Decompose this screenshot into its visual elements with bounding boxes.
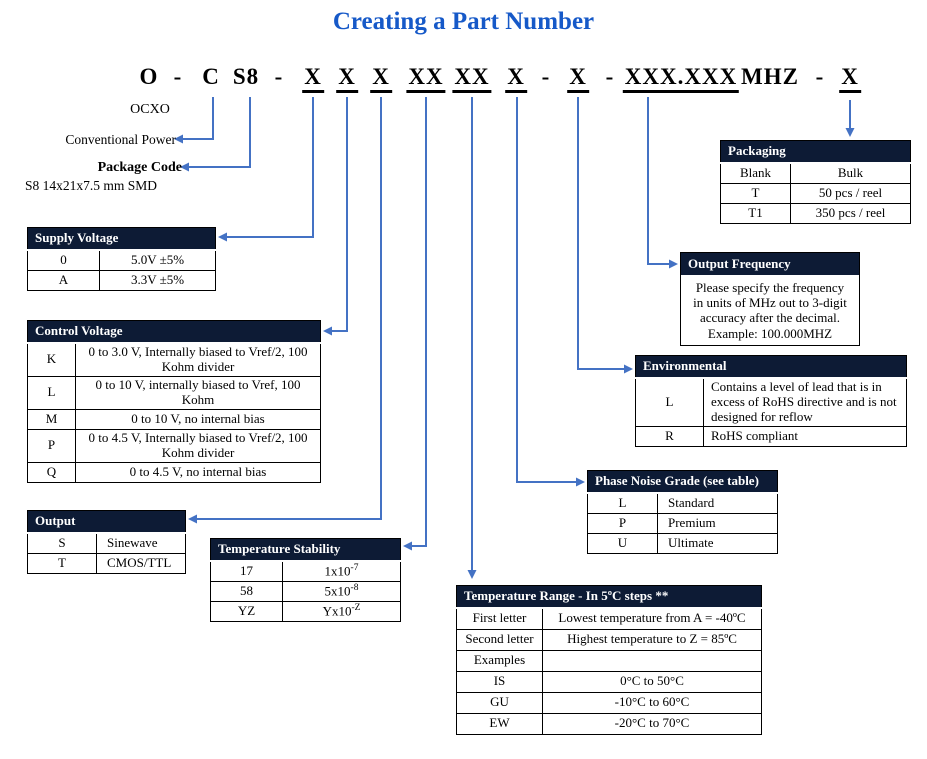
stability-code-1: 58: [211, 581, 283, 601]
table-row: [28, 270, 216, 290]
table-row: [457, 608, 762, 630]
packaging-table: [720, 140, 911, 224]
package-desc-label: S8 14x21x7.5 mm SMD: [25, 178, 158, 193]
packaging-value-2: 350 pcs / reel: [791, 203, 911, 223]
arrow-conventional-power: [182, 97, 213, 139]
control-value-2: 0 to 10 V, no internal bias: [76, 409, 321, 429]
phase-code-1: P: [588, 513, 658, 533]
table-row: [588, 513, 778, 533]
pn-seg-power: C: [202, 64, 220, 89]
packaging-header: Packaging: [721, 141, 911, 163]
environmental-value-1: RoHS compliant: [704, 426, 907, 446]
page-title: Creating a Part Number: [332, 8, 595, 35]
table-row: [28, 376, 321, 409]
pn-seg-dash5: -: [815, 64, 825, 89]
conventional-power-label: Conventional Power: [65, 132, 176, 147]
table-row: [721, 183, 911, 203]
range-code-0: First letter: [457, 608, 543, 630]
control-value-3: 0 to 4.5 V, Internally biased to Vref/2, 100 Kohm divider: [76, 429, 321, 462]
output-frequency-line-3: Example: 100.000MHZ: [707, 325, 833, 341]
pn-seg-frequency: XXX.XXX: [623, 64, 739, 93]
stability-value-1: [283, 581, 401, 601]
pn-seg-packaging: X: [839, 64, 861, 93]
environmental-header: Environmental: [636, 356, 907, 378]
range-code-5: EW: [457, 713, 543, 734]
stability-exp-2: -Z: [351, 603, 361, 614]
package-code-label: Package Code: [97, 160, 182, 175]
output-frequency-header: Output Frequency: [681, 253, 859, 277]
stability-base-1: 5x10: [324, 583, 351, 599]
output-header: Output: [28, 511, 186, 533]
output-code-1: T: [28, 553, 97, 573]
pn-seg-control: X: [336, 64, 358, 93]
table-row: [28, 409, 321, 429]
table-row: [457, 713, 762, 734]
pn-seg-temp-range: XX: [452, 64, 491, 93]
phase-code-2: U: [588, 533, 658, 553]
arrow-supply-voltage: [226, 97, 313, 237]
control-code-4: Q: [28, 462, 76, 482]
table-row: [28, 553, 186, 573]
phase-code-0: L: [588, 493, 658, 514]
temperature-range-table: [456, 585, 762, 735]
output-frequency-body: [681, 277, 859, 345]
output-code-0: S: [28, 533, 97, 554]
pn-seg-mhz: MHZ: [741, 64, 799, 89]
range-value-2: [543, 650, 762, 671]
supply-voltage-table: [27, 227, 216, 291]
phase-noise-table: [587, 470, 778, 554]
stability-base-2: Yx10: [322, 603, 352, 619]
table-row: [211, 601, 401, 621]
stability-value-0: [283, 561, 401, 582]
table-row: [588, 493, 778, 514]
arrow-environmental: [578, 97, 625, 369]
table-row: [457, 692, 762, 713]
range-value-0: Lowest temperature from A = -40ºC: [543, 608, 762, 630]
control-code-2: M: [28, 409, 76, 429]
environmental-value-0: Contains a level of lead that is in excess of RoHS directive and is not designed for reflow: [704, 378, 907, 426]
table-row: [457, 671, 762, 692]
supply-value-0: 5.0V ±5%: [100, 250, 216, 271]
supply-code-0: 0: [28, 250, 100, 271]
range-code-2: Examples: [457, 650, 543, 671]
output-value-0: Sinewave: [97, 533, 186, 554]
table-row: [28, 462, 321, 482]
supply-code-1: A: [28, 270, 100, 290]
control-voltage-table: [27, 320, 321, 483]
output-value-1: CMOS/TTL: [97, 553, 186, 573]
table-row: [636, 378, 907, 426]
packaging-value-1: 50 pcs / reel: [791, 183, 911, 203]
control-code-3: P: [28, 429, 76, 462]
range-value-4: -10°C to 60°C: [543, 692, 762, 713]
environmental-table: [635, 355, 907, 447]
environmental-code-1: R: [636, 426, 704, 446]
range-value-1: Highest temperature to Z = 85ºC: [543, 629, 762, 650]
table-row: [28, 533, 186, 554]
packaging-code-1: T: [721, 183, 791, 203]
control-voltage-header: Control Voltage: [28, 321, 321, 343]
pn-seg-dash4: -: [605, 64, 615, 89]
table-row: [211, 561, 401, 582]
pn-seg-dash3: -: [541, 64, 551, 89]
control-code-1: L: [28, 376, 76, 409]
temperature-range-header: Temperature Range - In 5ºC steps **: [457, 586, 762, 608]
table-row: [721, 163, 911, 184]
arrow-output-frequency: [648, 97, 670, 264]
pn-seg-phase-noise: X: [505, 64, 527, 93]
range-value-5: -20°C to 70°C: [543, 713, 762, 734]
output-table: [27, 510, 186, 574]
range-code-1: Second letter: [457, 629, 543, 650]
environmental-code-0: L: [636, 378, 704, 426]
output-frequency-line-2: accuracy after the decimal.: [699, 310, 841, 326]
phase-value-1: Premium: [658, 513, 778, 533]
arrow-temp-stability: [411, 97, 426, 546]
table-row: [211, 581, 401, 601]
table-row: [636, 426, 907, 446]
control-code-0: K: [28, 343, 76, 376]
pn-seg-output: X: [370, 64, 392, 93]
stability-base-0: 1x10: [324, 563, 351, 579]
temperature-stability-header: Temperature Stability: [211, 539, 401, 561]
table-row: [28, 429, 321, 462]
arrow-phase-noise: [517, 97, 577, 482]
control-value-0: 0 to 3.0 V, Internally biased to Vref/2, 100 Kohm divider: [76, 343, 321, 376]
packaging-value-0: Bulk: [791, 163, 911, 184]
stability-value-2: [283, 601, 401, 621]
pn-seg-dash2: -: [274, 64, 284, 89]
ocxo-label: OCXO: [130, 102, 170, 117]
stability-code-0: 17: [211, 561, 283, 582]
pn-seg-environmental: X: [567, 64, 589, 93]
arrow-control-voltage: [331, 97, 347, 331]
packaging-code-2: T1: [721, 203, 791, 223]
arrow-package-code: [188, 97, 250, 167]
phase-noise-header: Phase Noise Grade (see table): [588, 471, 778, 493]
supply-value-1: 3.3V ±5%: [100, 270, 216, 290]
table-row: [457, 629, 762, 650]
stability-exp-0: -7: [350, 563, 359, 574]
pn-seg-dash1: -: [173, 64, 183, 89]
pn-seg-stability: XX: [406, 64, 445, 93]
control-value-4: 0 to 4.5 V, no internal bias: [76, 462, 321, 482]
stability-exp-1: -8: [350, 583, 359, 594]
supply-voltage-header: Supply Voltage: [28, 228, 216, 250]
packaging-code-0: Blank: [721, 163, 791, 184]
pn-seg-supply: X: [302, 64, 324, 93]
table-row: [28, 343, 321, 376]
output-frequency-line-0: Please specify the frequency: [695, 280, 845, 295]
output-frequency-table: [680, 252, 860, 346]
range-code-4: GU: [457, 692, 543, 713]
phase-value-0: Standard: [658, 493, 778, 514]
stability-code-2: YZ: [211, 601, 283, 621]
table-row: [588, 533, 778, 553]
table-row: [457, 650, 762, 671]
pn-seg-package: S8: [232, 64, 260, 89]
table-row: [721, 203, 911, 223]
range-code-3: IS: [457, 671, 543, 692]
pn-seg-ocxo: O: [139, 64, 159, 89]
control-value-1: 0 to 10 V, internally biased to Vref, 100 Kohm: [76, 376, 321, 409]
phase-value-2: Ultimate: [658, 533, 778, 553]
range-value-3: 0°C to 50°C: [543, 671, 762, 692]
output-frequency-line-1: in units of MHz out to 3-digit: [693, 295, 847, 311]
table-row: [28, 250, 216, 271]
temperature-stability-table: [210, 538, 401, 622]
